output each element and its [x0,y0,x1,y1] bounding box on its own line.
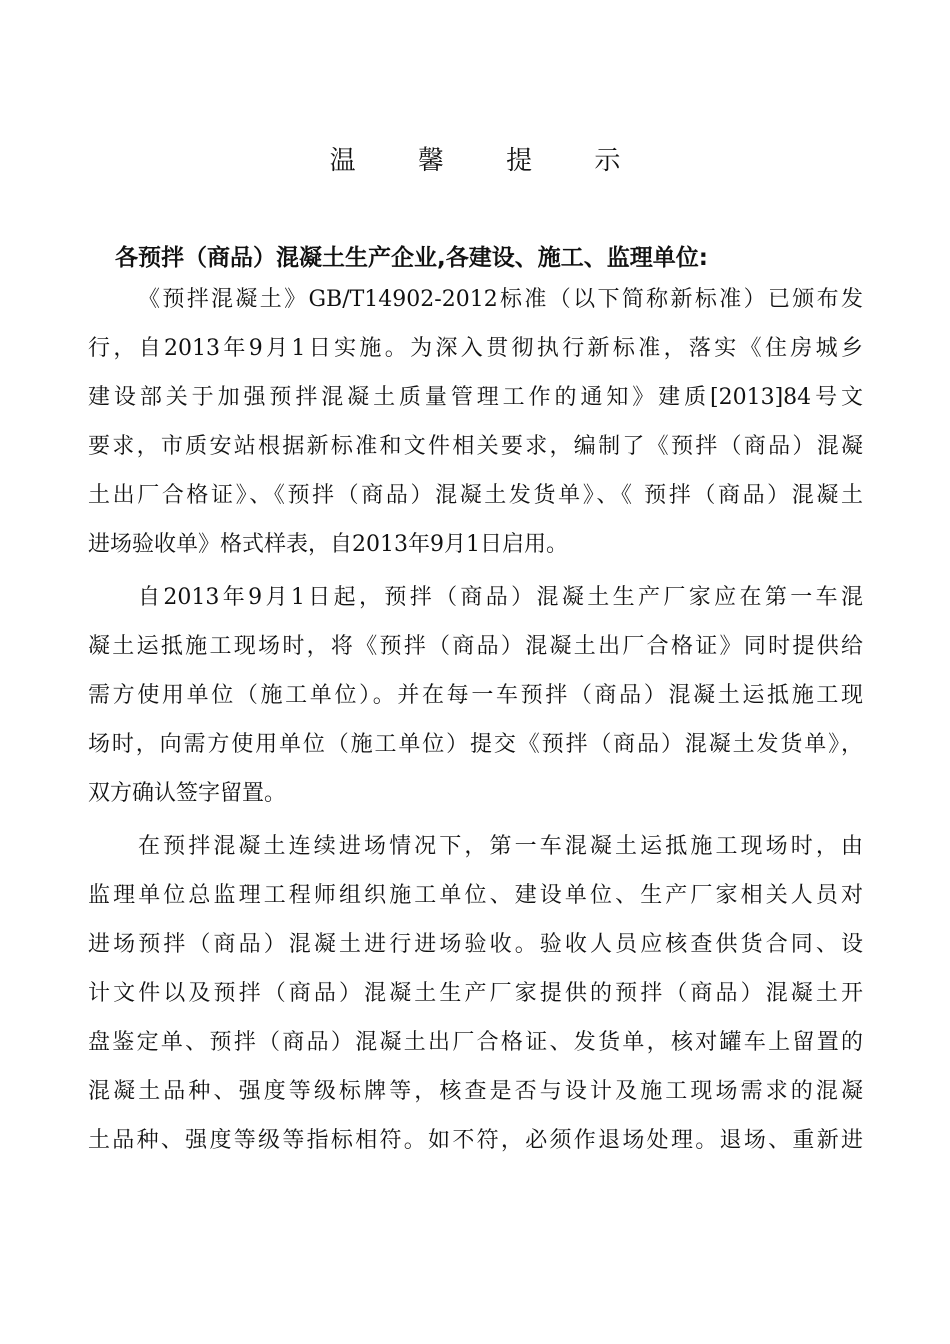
paragraph-2-line: 凝土运抵施工现场时，将《预拌（商品）混凝土出厂合格证》同时提供给 [88,634,863,659]
paragraph-1-line: 建设部关于加强预拌混凝土质量管理工作的通知》建质[2013]84号文 [88,385,863,410]
paragraph-1-line: 要求，市质安站根据新标准和文件相关要求，编制了《预拌（商品）混凝 [88,434,863,459]
paragraph-3-line: 混凝土品种、强度等级标牌等，核查是否与设计及施工现场需求的混凝 [88,1079,863,1104]
salutation: 各预拌（商品）混凝土生产企业,各建设、施工、监理单位: [115,245,708,271]
paragraph-2-line: 双方确认签字留置。 [88,781,287,806]
paragraph-2-line: 需方使用单位（施工单位）。并在每一车预拌（商品）混凝土运抵施工现 [88,683,863,708]
paragraph-3-line: 土品种、强度等级等指标相符。如不符，必须作退场处理。退场、重新进 [88,1128,863,1153]
paragraph-1-line: 土出厂合格证》、《预拌（商品）混凝土发货单》、《 预拌（商品）混凝土 [88,483,863,508]
paragraph-3-line: 盘鉴定单、预拌（商品）混凝土出厂合格证、发货单，核对罐车上留置的 [88,1030,863,1055]
paragraph-3-line: 进场预拌（商品）混凝土进行进场验收。验收人员应核查供货合同、设 [88,932,863,957]
paragraph-1-line: 进场验收单》格式样表，自2013年9月1日启用。 [88,532,568,557]
paragraph-1-line: 行，自2013年9月1日实施。为深入贯彻执行新标准，落实《住房城乡 [88,336,863,361]
paragraph-2-line: 自2013年9月1日起，预拌（商品）混凝土生产厂家应在第一车混 [138,585,863,610]
paragraph-3-line: 在预拌混凝土连续进场情况下，第一车混凝土运抵施工现场时，由 [138,834,863,859]
paragraph-3-line: 计文件以及预拌（商品）混凝土生产厂家提供的预拌（商品）混凝土开 [88,981,863,1006]
document-title: 温 馨 提 示 [329,146,648,176]
paragraph-1-line: 《预拌混凝土》GB/T14902-2012标准（以下简称新标准）已颁布发 [138,287,863,312]
paragraph-3-line: 监理单位总监理工程师组织施工单位、建设单位、生产厂家相关人员对 [88,883,863,908]
paragraph-2-line: 场时，向需方使用单位（施工单位）提交《预拌（商品）混凝土发货单》， [88,732,863,757]
